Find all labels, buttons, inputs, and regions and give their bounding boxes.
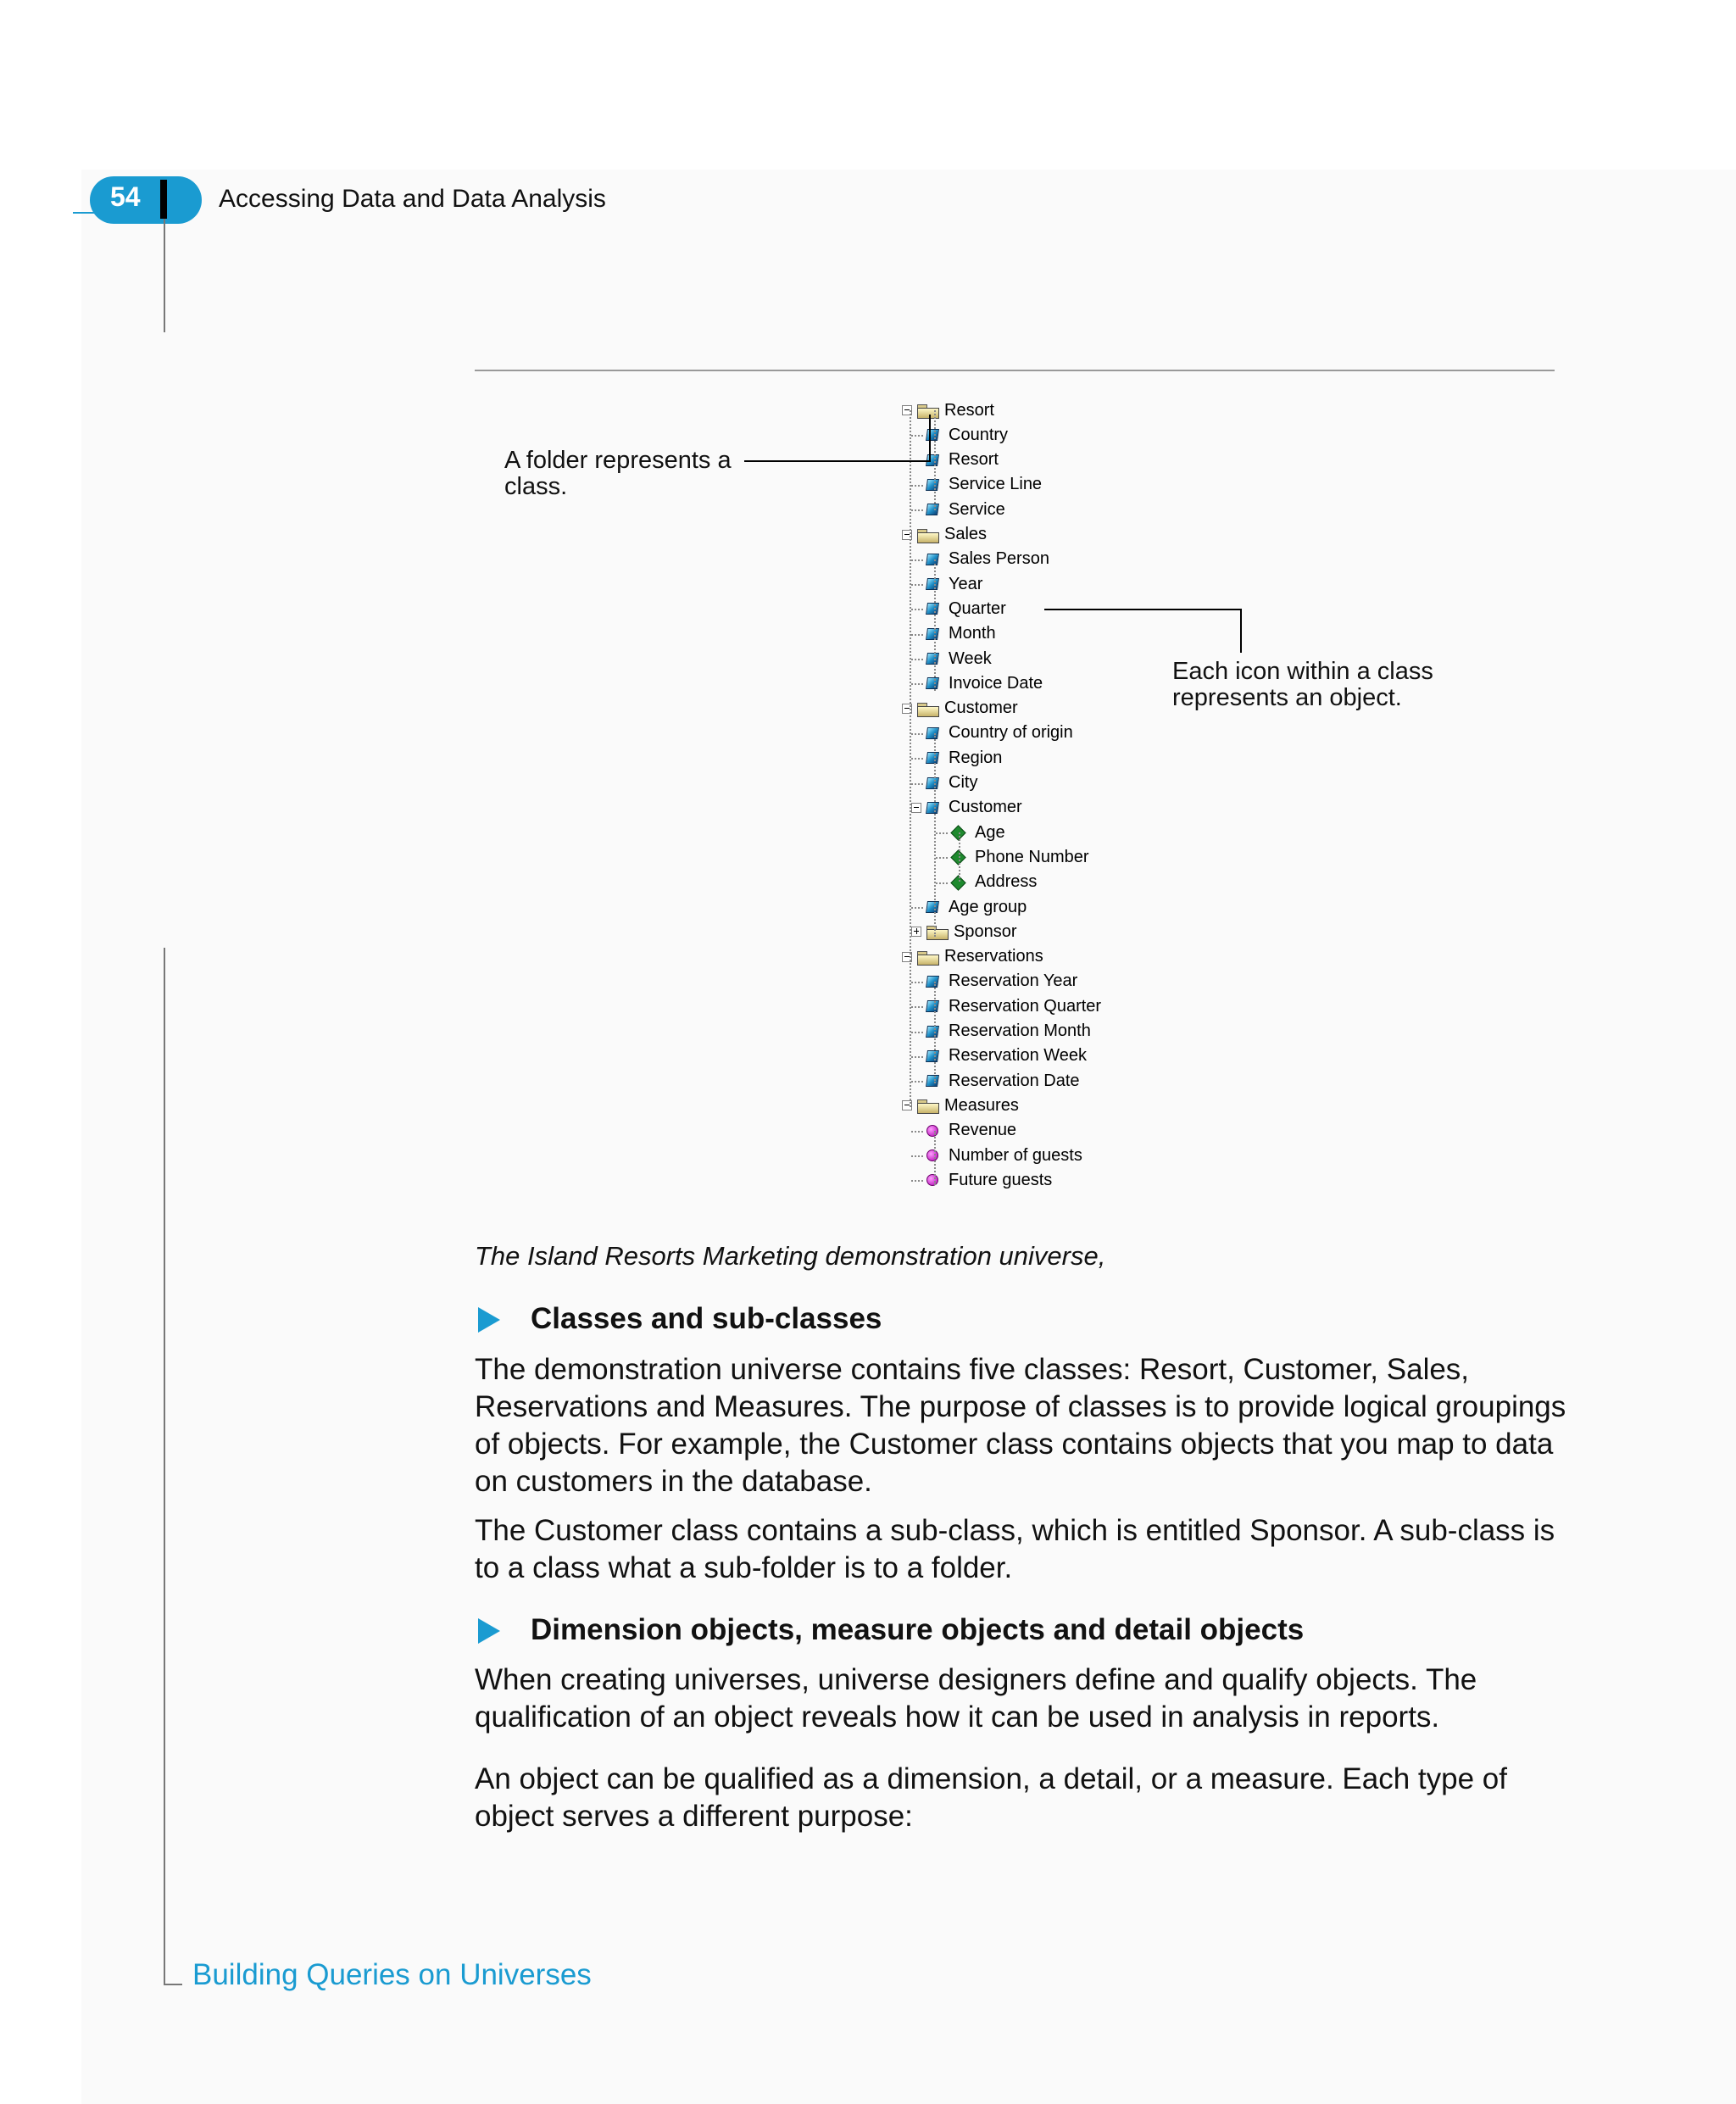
tree-connector: [911, 509, 923, 511]
tree-item[interactable]: [902, 523, 987, 547]
icon-callout-leader: [1240, 609, 1242, 653]
tree-item[interactable]: [902, 945, 1043, 969]
folder-icon: [917, 403, 939, 418]
tree-item[interactable]: [926, 548, 1049, 571]
margin-rule: [164, 948, 165, 1985]
folder-icon: [917, 701, 939, 716]
tree-item[interactable]: [911, 796, 1022, 820]
tree-connector: [911, 907, 923, 909]
footer-rule: [164, 1984, 182, 1985]
dimension-icon: [926, 603, 939, 615]
tree-connector: [936, 882, 948, 884]
detail-icon: [951, 850, 965, 864]
expand-icon[interactable]: [911, 927, 921, 937]
page-number-badge: [90, 176, 202, 224]
icon-callout: [1172, 659, 1433, 711]
tree-connector: [910, 410, 911, 1107]
tree-item-label: City: [949, 773, 978, 792]
tree-item-label: Age: [975, 822, 1005, 842]
tree-item-label: Address: [975, 872, 1038, 892]
tree-item-label: Service: [949, 499, 1005, 519]
tree-connector: [936, 832, 948, 834]
dimension-icon: [926, 1050, 939, 1062]
dimension-icon: [926, 901, 939, 913]
tree-item-label: Resort: [944, 400, 994, 420]
collapse-icon[interactable]: [911, 803, 921, 813]
tree-item-label: Month: [949, 624, 996, 643]
tree-connector: [911, 485, 923, 487]
tree-item-label: Reservation Date: [949, 1071, 1080, 1090]
tree-item-label: Country: [949, 425, 1009, 444]
dimension-icon: [926, 554, 939, 565]
margin-rule: [164, 219, 165, 332]
tree-connector: [934, 982, 936, 1083]
tree-connector: [911, 982, 923, 983]
tree-item[interactable]: [926, 746, 1002, 770]
tree-connector: [911, 758, 923, 760]
tree-item-label: Number of guests: [949, 1145, 1082, 1165]
tree-connector: [911, 783, 923, 785]
callout-line-2: class.: [504, 473, 568, 500]
dimension-icon: [926, 802, 939, 814]
tree-item[interactable]: [926, 994, 1101, 1018]
tree-item[interactable]: [926, 1144, 1082, 1167]
tree-item-label: Reservation Quarter: [949, 996, 1102, 1016]
measure-icon: [926, 1149, 938, 1161]
measure-icon: [926, 1174, 938, 1186]
tree-item-label: Phone Number: [975, 847, 1089, 866]
tree-item[interactable]: [926, 1020, 1091, 1044]
tree-item-label: Measures: [944, 1095, 1019, 1115]
tree-item-label: Reservation Month: [949, 1021, 1091, 1040]
tree-connector: [911, 1155, 923, 1157]
tree-item[interactable]: [902, 697, 1018, 721]
tree-connector: [934, 733, 936, 937]
tree-item[interactable]: [926, 647, 992, 671]
tree-connector: [936, 857, 948, 859]
dimension-icon: [926, 777, 939, 789]
tree-item[interactable]: [926, 671, 1043, 695]
tree-item[interactable]: [926, 721, 1073, 745]
tree-item-label: Invoice Date: [949, 673, 1043, 693]
section-bullet-icon: [478, 1307, 500, 1333]
tree-connector: [911, 435, 923, 437]
tree-connector: [934, 1131, 936, 1185]
tree-item[interactable]: [926, 423, 1008, 447]
tree-item-label: Year: [949, 574, 983, 593]
body-paragraph: When creating universes, universe designers define and qualify objects. The qualification of an object reveals how it can be used in analysis in reports.: [475, 1663, 1477, 1734]
tree-item-label: Revenue: [949, 1121, 1017, 1140]
tree-item-label: Sales Person: [949, 549, 1049, 569]
dimension-icon: [926, 727, 939, 739]
measure-icon: [926, 1125, 938, 1137]
tree-item[interactable]: [951, 845, 1089, 869]
tree-item[interactable]: [926, 1069, 1080, 1093]
tree-item[interactable]: [911, 920, 1017, 943]
dimension-icon: [926, 1075, 939, 1087]
tree-item-label: Sales: [944, 525, 988, 543]
dimension-icon: [926, 628, 939, 640]
tree-connector: [934, 410, 936, 510]
tree-item[interactable]: [926, 1044, 1087, 1068]
tree-item[interactable]: [926, 895, 1027, 919]
tree-item[interactable]: [902, 398, 994, 422]
tree-item-label: Country of origin: [949, 723, 1073, 743]
tree-item-label: Age group: [949, 897, 1027, 916]
dimension-icon: [926, 479, 939, 491]
footer-section-title: Building Queries on Universes: [192, 1958, 592, 1991]
badge-divider: [160, 180, 167, 219]
tree-item-label: Reservation Year: [949, 971, 1078, 991]
folder-icon: [917, 1098, 939, 1113]
tree-item-label: Customer: [949, 798, 1022, 817]
dimension-icon: [926, 976, 939, 988]
dimension-icon: [926, 677, 939, 689]
figure-caption: The Island Resorts Marketing demonstration universe,: [475, 1241, 1106, 1271]
tree-item[interactable]: [951, 871, 1037, 894]
tree-item-label: Week: [949, 648, 992, 668]
tree-item-label: Service Line: [949, 475, 1043, 494]
tree-item[interactable]: [926, 473, 1042, 497]
tree-connector: [911, 1006, 923, 1008]
detail-icon: [951, 826, 965, 839]
folder-icon: [917, 949, 939, 965]
tree-connector: [911, 1131, 923, 1133]
body-paragraph: The demonstration universe contains five classes: Resort, Customer, Sales, Reservations and Measures. The purpose of classes is to provide logical groupings of objects. For example, the Customer class contains objects that you map to data on customers in the database.: [475, 1353, 1566, 1498]
section-rule: [475, 370, 1555, 371]
dimension-icon: [926, 429, 939, 441]
section-heading: Classes and sub-classes: [531, 1302, 882, 1335]
tree-connector: [911, 1032, 923, 1033]
dimension-icon: [926, 653, 939, 665]
running-title: Accessing Data and Data Analysis: [219, 185, 606, 213]
dimension-icon: [926, 752, 939, 764]
tree-connector: [934, 559, 936, 691]
tree-connector: [959, 832, 960, 882]
folder-icon: [917, 527, 939, 543]
tree-connector: [911, 683, 923, 685]
tree-item[interactable]: [926, 1119, 1016, 1143]
tree-connector: [911, 1081, 923, 1083]
dimension-icon: [926, 578, 939, 590]
tree-item-label: Reservation Week: [949, 1046, 1088, 1066]
tree-connector: [911, 1180, 923, 1182]
tree-connector: [911, 659, 923, 660]
body-paragraph: The Customer class contains a sub-class, which is entitled Sponsor. A sub-class is to a class what a sub-folder is to a folder.: [475, 1514, 1555, 1584]
tree-item-label: Sponsor: [954, 921, 1017, 941]
tree-item-label: Region: [949, 748, 1003, 767]
tree-item-label: Customer: [944, 699, 1018, 718]
tree-item[interactable]: [902, 1094, 1019, 1117]
tree-item[interactable]: [926, 1168, 1052, 1192]
page-number: 54: [110, 181, 141, 212]
folder-callout: [504, 448, 732, 500]
tree-item-label: Quarter: [949, 598, 1006, 618]
tree-item[interactable]: [926, 498, 1005, 521]
tree-item-label: Reservations: [944, 947, 1043, 966]
body-paragraph: An object can be qualified as a dimension, a detail, or a measure. Each type of object serves a different purpose:: [475, 1762, 1507, 1833]
folder-callout-leader: [929, 415, 931, 462]
tree-connector: [911, 609, 923, 610]
section-heading: Dimension objects, measure objects and detail objects: [531, 1613, 1305, 1646]
dimension-icon: [926, 1000, 939, 1012]
tree-connector: [911, 584, 923, 586]
callout-line-1: A folder represents a: [504, 447, 732, 474]
tree-connector: [911, 634, 923, 636]
tree-item-label: Future guests: [949, 1170, 1053, 1189]
tree-connector: [911, 559, 923, 561]
callout-line-1: Each icon within a class: [1172, 658, 1433, 685]
tree-item-label: Resort: [949, 450, 999, 470]
callout-line-2: represents an object.: [1172, 684, 1402, 711]
detail-icon: [951, 876, 965, 889]
section-bullet-icon: [478, 1618, 500, 1644]
dimension-icon: [926, 1026, 939, 1038]
tree-item[interactable]: [926, 597, 1006, 621]
icon-callout-leader: [1044, 609, 1241, 610]
tree-item[interactable]: [926, 622, 996, 646]
tree-item[interactable]: [926, 970, 1077, 994]
tree-item[interactable]: [926, 448, 999, 472]
tree-connector: [911, 733, 923, 735]
dimension-icon: [926, 504, 939, 515]
tree-connector: [911, 1056, 923, 1058]
folder-icon: [926, 924, 949, 939]
folder-callout-leader: [744, 460, 931, 462]
